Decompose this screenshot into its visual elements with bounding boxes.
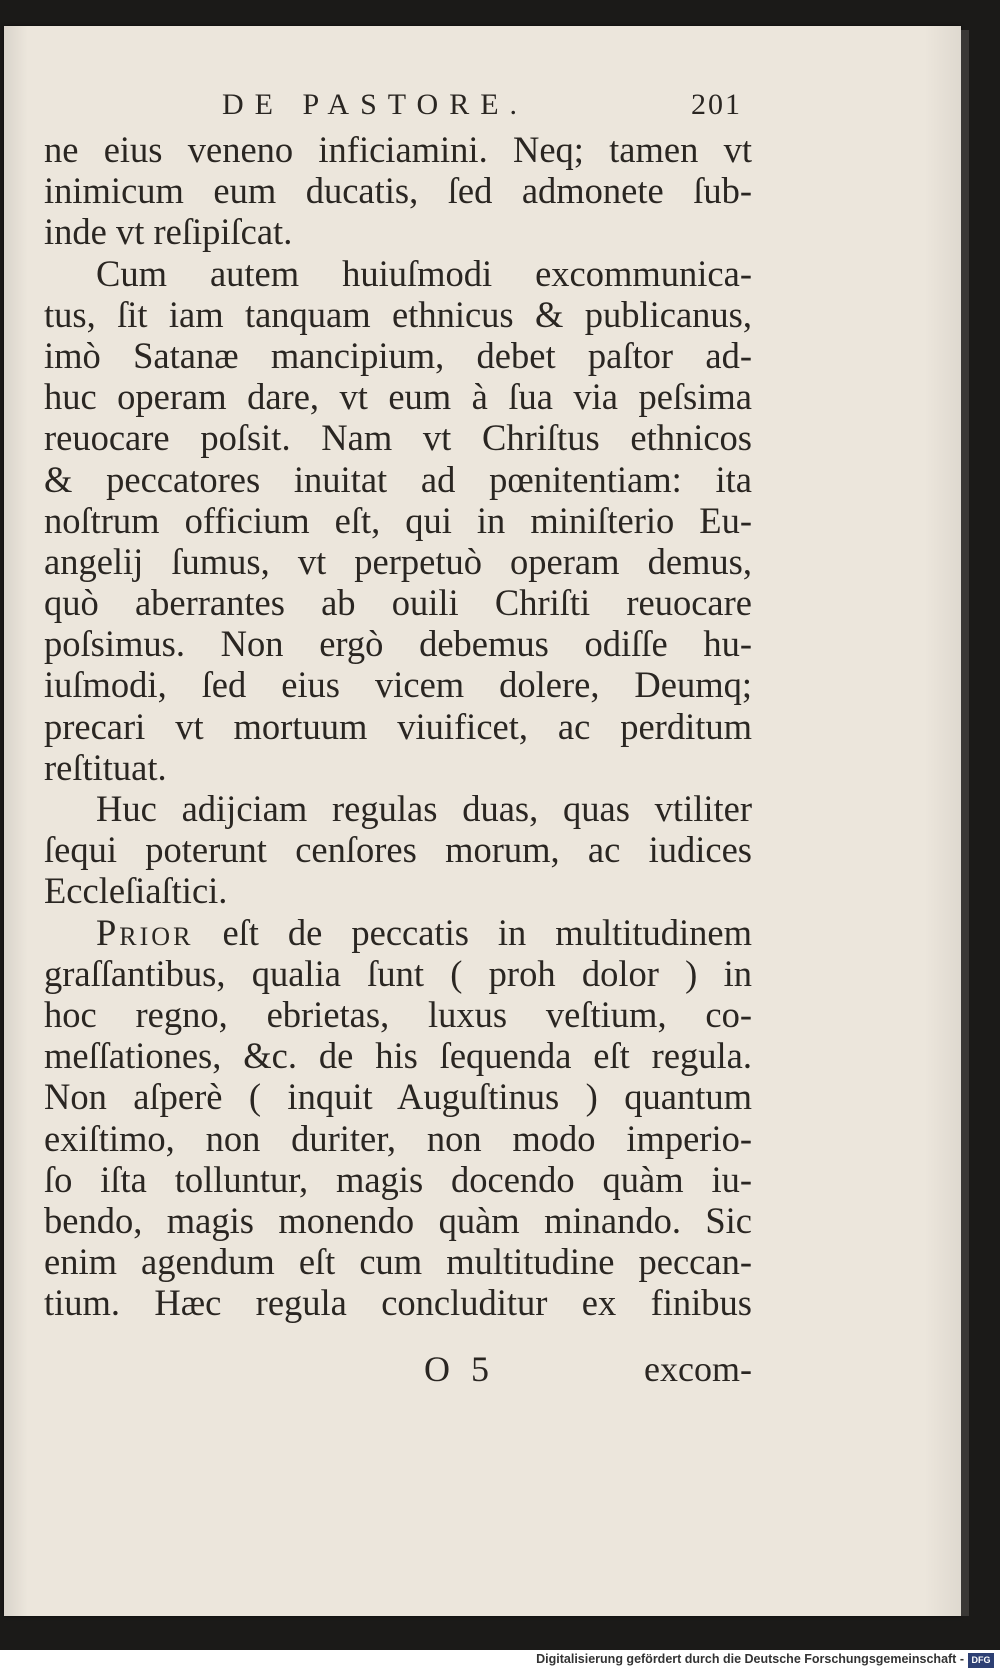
text-line: Cum autem huiuſmodi excommunica-	[96, 252, 752, 294]
prior-word: Prior	[96, 911, 194, 953]
text-line: ſequi poterunt cenſores morum, ac iudices	[44, 829, 752, 871]
text-line: ne eius veneno inficiamini. Neq; tamen vt	[44, 129, 752, 170]
prior-line-rest: eſt de peccatis in multitudinem	[222, 911, 752, 953]
text-line: hoc regno, ebrietas, luxus veſtium, co-	[44, 993, 752, 1035]
text-line: inimicum eum ducatis, ſed admonete ſub-	[44, 170, 752, 212]
text-line: & peccatores inuitat ad pœnitentiam: ita	[44, 458, 752, 500]
text-line: Huc adijciam regulas duas, quas vtiliter	[96, 788, 752, 829]
text-line: enim agendum eſt cum multitudine peccan-	[44, 1241, 752, 1283]
text-line: inde vt reſipiſcat.	[44, 211, 293, 253]
text-line: reuocare poſsit. Nam vt Chriſtus ethnicos	[44, 417, 752, 459]
catchword: excom-	[644, 1349, 752, 1389]
text-line: huc operam dare, vt eum à ſua via peſsima	[44, 376, 752, 418]
text-line: tus, ſit iam tanquam ethnicus & publicanus,	[44, 293, 752, 335]
page-footer	[44, 1348, 752, 1392]
text-line: imò Satanæ mancipium, debet paſtor ad-	[44, 334, 752, 376]
text-line: poſsimus. Non ergò debemus odiſſe hu-	[44, 623, 752, 665]
dfg-credit-text: Digitalisierung gefördert durch die Deutsche Forschungsgemeinschaft -	[536, 1652, 964, 1666]
text-line: iuſmodi, ſed eius vicem dolere, Deumq;	[44, 664, 752, 706]
text-line: noſtrum officium eſt, qui in miniſterio Eu-	[44, 499, 752, 541]
text-line: ſo iſta tolluntur, magis docendo quàm iu-	[44, 1158, 752, 1200]
running-head	[222, 88, 742, 122]
text-line: reſtituat.	[44, 746, 167, 788]
text-line: angelij ſumus, vt perpetuò operam demus,	[44, 540, 752, 582]
text-line: meſſationes, &c. de his ſequenda eſt regula.	[44, 1035, 752, 1077]
signature-mark: O 5	[424, 1349, 495, 1389]
body-text	[44, 129, 752, 1323]
text-line: exiſtimo, non duriter, non modo imperio-	[44, 1117, 752, 1159]
text-line: tium. Hæc regula concluditur ex finibus	[44, 1282, 752, 1324]
running-title: DE PASTORE.	[222, 88, 529, 121]
page-edge	[961, 30, 969, 1616]
text-line: precari vt mortuum viuificet, ac perditum	[44, 705, 752, 747]
text-line: bendo, magis monendo quàm minando. Sic	[44, 1199, 752, 1241]
text-line: Non aſperè ( inquit Auguſtinus ) quantum	[44, 1076, 752, 1118]
credit-bar	[0, 1650, 1000, 1673]
text-line: Eccleſiaſtici.	[44, 870, 228, 912]
text-line: quò aberrantes ab ouili Chriſti reuocare	[44, 582, 752, 624]
dfg-logo-icon: DFG	[968, 1653, 994, 1668]
page-number: 201	[691, 88, 742, 121]
text-line: graſſantibus, qualia ſunt ( proh dolor ) in	[44, 952, 752, 994]
text-line-prior	[44, 912, 752, 953]
book-page	[4, 26, 961, 1616]
